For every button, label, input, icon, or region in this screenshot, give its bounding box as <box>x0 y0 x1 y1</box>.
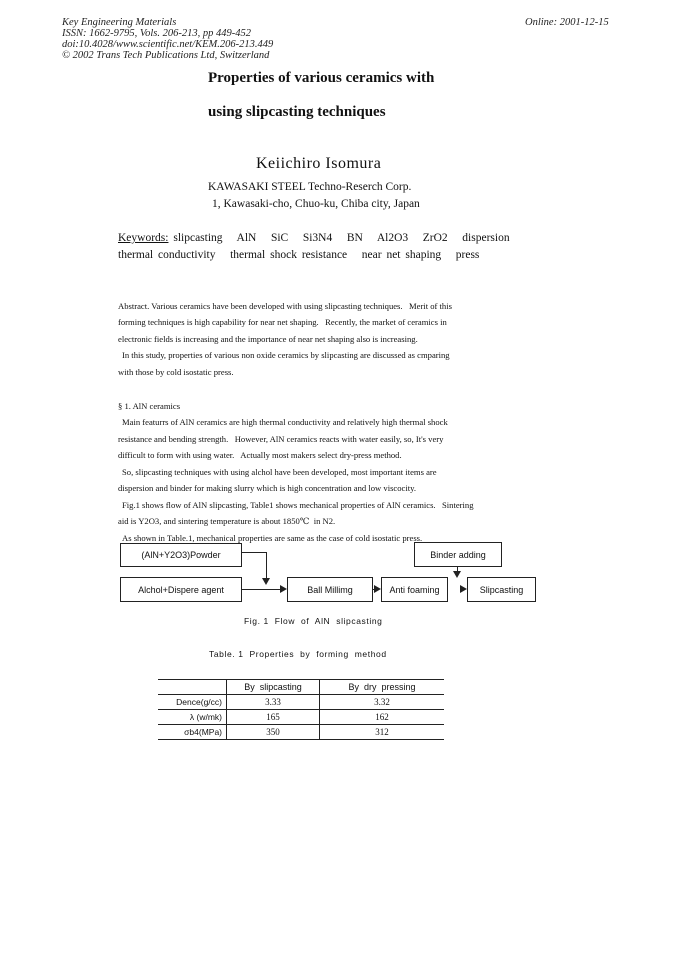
properties-table <box>158 679 444 740</box>
keywords-line-1 <box>118 232 510 244</box>
alchol-box: Alchol+Dispere agent <box>120 577 242 602</box>
table-row <box>158 695 444 710</box>
table-header-cell <box>158 680 227 695</box>
body-line: So, slipcasting techniques with using alchol have been developed, most important items are <box>122 466 437 477</box>
issn-line: ISSN: 1662-9795, Vols. 206-213, pp 449-452 <box>62 28 251 39</box>
table-header-cell: By dry pressing <box>320 680 445 695</box>
arrow-right-icon <box>460 585 467 593</box>
connector-line <box>242 589 282 590</box>
row-label: Dence(g/cc) <box>176 697 222 707</box>
abstract-line: forming techniques is high capability for near net shaping. Recently, the market of ceramics in <box>118 317 447 327</box>
slipcasting-box: Slipcasting <box>467 577 536 602</box>
table-cell: 3.33 <box>227 695 320 710</box>
arrow-right-icon <box>374 585 381 593</box>
affiliation-line-1: KAWASAKI STEEL Techno-Reserch Corp. <box>208 181 412 193</box>
journal-name: Key Engineering Materials <box>62 17 177 28</box>
body-line: As shown in Table.1, mechanical properties are same as the case of cold isostatic press. <box>122 532 423 543</box>
table-caption: Table. 1 Properties by forming method <box>209 649 387 659</box>
title-line-1: Properties of various ceramics with <box>208 70 435 86</box>
keywords-line-2: thermal conductivity thermal shock resistance near net shaping press <box>118 249 480 261</box>
table-cell: 312 <box>320 725 445 740</box>
keywords-list-1: slipcasting AlN SiC Si3N4 BN Al2O3 ZrO2 dispersion <box>173 232 510 244</box>
table-header-cell: By slipcasting <box>227 680 320 695</box>
body-line: Main featurrs of AlN ceramics are high thermal conductivity and relatively high thermal shock <box>122 417 448 427</box>
table-cell: 350 <box>227 725 320 740</box>
doi-line: doi:10.4028/www.scientific.net/KEM.206-213.449 <box>62 39 274 50</box>
body-line: resistance and bending strength. However, AlN ceramics reacts with water easily, so, It's very <box>118 433 444 444</box>
abstract <box>118 281 558 380</box>
table-header-row <box>158 680 444 695</box>
section-heading: § 1. AlN ceramics <box>118 400 181 411</box>
author-name: Keiichiro Isomura <box>256 155 382 172</box>
row-label: λ (w/mk) <box>189 712 222 722</box>
body-line: Fig.1 shows flow of AlN slipcasting, Table1 shows mechanical properties of AlN ceramics. Sintering <box>122 499 474 510</box>
abstract-line: with those by cold isostatic press. <box>118 366 234 377</box>
table-row <box>158 710 444 725</box>
ball-milling-box: Ball Millimg <box>287 577 373 602</box>
title-line-2: using slipcasting techniques <box>208 104 386 120</box>
row-label: σb4(MPa) <box>184 727 222 737</box>
online-date: Online: 2001-12-15 <box>525 17 609 28</box>
arrow-down-icon <box>453 571 461 578</box>
powder-box: (AlN+Y2O3)Powder <box>120 543 242 567</box>
table-row <box>158 725 444 740</box>
anti-foaming-box: Anti foaming <box>381 577 448 602</box>
keywords-label: Keywords: <box>118 232 169 244</box>
abstract-line: Abstract. Various ceramics have been developed with using slipcasting techniques. Merit of this <box>118 300 452 311</box>
body-line: aid is Y2O3, and sintering temperature is about 1850℃ in N2. <box>118 516 336 526</box>
figure-caption: Fig. 1 Flow of AlN slipcasting <box>244 616 383 626</box>
abstract-line: In this study, properties of various non oxide ceramics by slipcasting are discussed as cmparing <box>122 350 450 360</box>
connector-line <box>266 552 267 579</box>
body-line: dispersion and binder for making slurry which is high concentration and low viscocity. <box>118 483 417 493</box>
section-1 <box>118 381 558 546</box>
connector-line <box>242 552 267 553</box>
table-cell: 165 <box>227 710 320 725</box>
affiliation-line-2: 1, Kawasaki-cho, Chuo-ku, Chiba city, Japan <box>212 198 420 210</box>
body-line: difficult to form with using water. Actually most makers select dry-press method. <box>118 450 402 460</box>
arrow-down-icon <box>262 578 270 585</box>
binder-adding-box: Binder adding <box>414 542 502 567</box>
table-cell: 162 <box>320 710 445 725</box>
abstract-line: electronic fields is increasing and the importance of near net shaping also is increasing. <box>118 333 418 344</box>
copyright-line: © 2002 Trans Tech Publications Ltd, Switzerland <box>62 50 270 61</box>
table-cell: 3.32 <box>320 695 445 710</box>
arrow-right-icon <box>280 585 287 593</box>
